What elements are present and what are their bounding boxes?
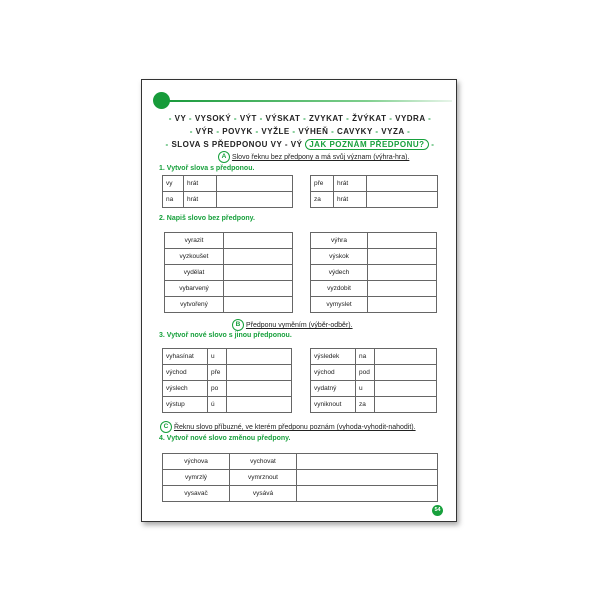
word-cell: pře	[311, 176, 334, 192]
table-row	[163, 470, 438, 486]
word-cell: vymrznout	[230, 470, 297, 486]
table-row	[311, 297, 437, 313]
section-b	[232, 319, 353, 331]
table-row	[311, 192, 438, 208]
dash: -	[189, 127, 193, 136]
word: VYSOKÝ	[194, 114, 232, 123]
dash: -	[292, 127, 296, 136]
word: VYZA	[381, 127, 405, 136]
task-3-right-table	[310, 348, 437, 413]
word-cell: výslech	[163, 381, 208, 397]
answer-cell[interactable]	[368, 297, 437, 313]
word-cell: výchova	[163, 454, 230, 470]
task-3-title: 3. Vytvoř nové slovo s jinou předponou.	[159, 332, 292, 339]
word: CAVYKY	[337, 127, 373, 136]
dash: -	[233, 114, 238, 123]
word-cell: vymyslet	[311, 297, 368, 313]
table-row	[311, 233, 437, 249]
table-row	[311, 281, 437, 297]
dash: -	[259, 114, 263, 123]
word-cell: ú	[208, 397, 227, 413]
word-cell: hrát	[334, 192, 367, 208]
badge-c: C	[160, 421, 172, 433]
dash: -	[375, 127, 379, 136]
answer-cell[interactable]	[297, 486, 438, 502]
task-2-title: 2. Napiš slovo bez předpony.	[159, 215, 255, 222]
header-dot-icon	[153, 92, 170, 109]
answer-cell[interactable]	[227, 349, 292, 365]
word-cell: vysává	[230, 486, 297, 502]
word-line-1	[142, 114, 458, 123]
answer-cell[interactable]	[368, 249, 437, 265]
word-cell: výhra	[311, 233, 368, 249]
answer-cell[interactable]	[297, 470, 438, 486]
section-c-text: Řeknu slovo příbuzné, ve kterém předponu poznám (vyhoda-vyhodit-nahodit).	[173, 423, 416, 431]
table-row	[311, 365, 437, 381]
dash: -	[431, 140, 435, 149]
table-row	[311, 265, 437, 281]
dash: -	[255, 127, 259, 136]
answer-cell[interactable]	[367, 176, 438, 192]
section-c	[160, 421, 416, 433]
section-a	[218, 151, 409, 163]
answer-cell[interactable]	[375, 349, 437, 365]
answer-cell[interactable]	[217, 176, 293, 192]
word-cell: vybarvený	[165, 281, 224, 297]
dash: -	[188, 114, 193, 123]
word-cell: vy	[163, 176, 184, 192]
word-cell: u	[208, 349, 227, 365]
word-cell: za	[311, 192, 334, 208]
word-cell: vyhasínat	[163, 349, 208, 365]
word-cell: vydělat	[165, 265, 224, 281]
answer-cell[interactable]	[227, 381, 292, 397]
word-cell: výsledek	[311, 349, 356, 365]
answer-cell[interactable]	[368, 281, 437, 297]
answer-cell[interactable]	[224, 281, 293, 297]
word-cell: po	[208, 381, 227, 397]
word-cell: vydatný	[311, 381, 356, 397]
word: ZVYKAT	[309, 114, 344, 123]
answer-cell[interactable]	[224, 265, 293, 281]
word-cell: hrát	[334, 176, 367, 192]
answer-cell[interactable]	[375, 381, 437, 397]
word-cell: u	[356, 381, 375, 397]
table-row	[163, 454, 438, 470]
word-cell: vymrzlý	[163, 470, 230, 486]
table-row	[311, 249, 437, 265]
word: VÝHEŇ	[298, 127, 329, 136]
word-cell: výstup	[163, 397, 208, 413]
table-row	[165, 265, 293, 281]
answer-cell[interactable]	[224, 249, 293, 265]
badge-a: A	[218, 151, 230, 163]
table-row	[163, 176, 293, 192]
dash: -	[303, 114, 307, 123]
header-line	[167, 100, 452, 102]
word-cell: výdech	[311, 265, 368, 281]
word-cell: vyzkoušet	[165, 249, 224, 265]
dash: -	[428, 114, 432, 123]
dash: -	[389, 114, 393, 123]
table-row	[163, 381, 292, 397]
table-row	[163, 349, 292, 365]
word-cell: výskok	[311, 249, 368, 265]
prefix-title: SLOVA S PŘEDPONOU VY - VÝ	[171, 140, 303, 149]
answer-cell[interactable]	[224, 297, 293, 313]
table-row	[165, 297, 293, 313]
word-cell: vyniknout	[311, 397, 356, 413]
task-4-table	[162, 453, 438, 502]
word: ŽVÝKAT	[352, 114, 387, 123]
word: VÝSKAT	[265, 114, 301, 123]
word-cell: pod	[356, 365, 375, 381]
task-2-right-table	[310, 232, 437, 313]
word-cell: východ	[163, 365, 208, 381]
answer-cell[interactable]	[368, 233, 437, 249]
table-row	[165, 233, 293, 249]
table-row	[311, 397, 437, 413]
task-2-left-table	[164, 232, 293, 313]
word-cell: hrát	[184, 176, 217, 192]
table-row	[311, 176, 438, 192]
table-row	[163, 486, 438, 502]
word-cell: vysavač	[163, 486, 230, 502]
page-number: 54	[432, 505, 443, 516]
word-cell: vytvořený	[165, 297, 224, 313]
badge-b: B	[232, 319, 244, 331]
word-cell: za	[356, 397, 375, 413]
word-cell: vyrazit	[165, 233, 224, 249]
word-cell: hrát	[184, 192, 217, 208]
word-cell: vyzdobit	[311, 281, 368, 297]
word-cell: vychovat	[230, 454, 297, 470]
answer-cell[interactable]	[224, 233, 293, 249]
dash: -	[165, 140, 169, 149]
task-1-left-table	[162, 175, 293, 208]
word: VY	[174, 114, 187, 123]
dash: -	[346, 114, 350, 123]
table-row	[311, 381, 437, 397]
word: VÝT	[239, 114, 257, 123]
task-4-title: 4. Vytvoř nové slovo změnou předpony.	[159, 435, 291, 442]
word: VÝR	[195, 127, 214, 136]
task-1-right-table	[310, 175, 438, 208]
task-1-title: 1. Vytvoř slova s předponou.	[159, 165, 255, 172]
dash: -	[331, 127, 335, 136]
worksheet-page	[141, 79, 457, 522]
task-3-left-table	[162, 348, 292, 413]
answer-cell[interactable]	[375, 365, 437, 381]
word: POVYK	[222, 127, 253, 136]
word: VYDRA	[395, 114, 426, 123]
table-row	[165, 249, 293, 265]
answer-cell[interactable]	[368, 265, 437, 281]
word-cell: na	[163, 192, 184, 208]
prefix-question: JAK POZNÁM PŘEDPONU?	[305, 139, 428, 150]
answer-cell[interactable]	[375, 397, 437, 413]
word-line-2	[142, 127, 458, 136]
word-line-3	[142, 140, 458, 149]
dash: -	[407, 127, 411, 136]
word-cell: na	[356, 349, 375, 365]
answer-cell[interactable]	[297, 454, 438, 470]
dash: -	[216, 127, 220, 136]
table-row	[163, 397, 292, 413]
answer-cell[interactable]	[217, 192, 293, 208]
word-cell: východ	[311, 365, 356, 381]
answer-cell[interactable]	[227, 365, 292, 381]
table-row	[311, 349, 437, 365]
dash: -	[168, 114, 172, 123]
table-row	[163, 365, 292, 381]
table-row	[163, 192, 293, 208]
answer-cell[interactable]	[367, 192, 438, 208]
section-b-text: Předponu vyměním (výběr-odběr).	[245, 321, 353, 329]
word: VYŽLE	[261, 127, 290, 136]
table-row	[165, 281, 293, 297]
section-a-text: Slovo řeknu bez předpony a má svůj význam (výhra-hra).	[231, 153, 410, 161]
word-cell: pře	[208, 365, 227, 381]
answer-cell[interactable]	[227, 397, 292, 413]
